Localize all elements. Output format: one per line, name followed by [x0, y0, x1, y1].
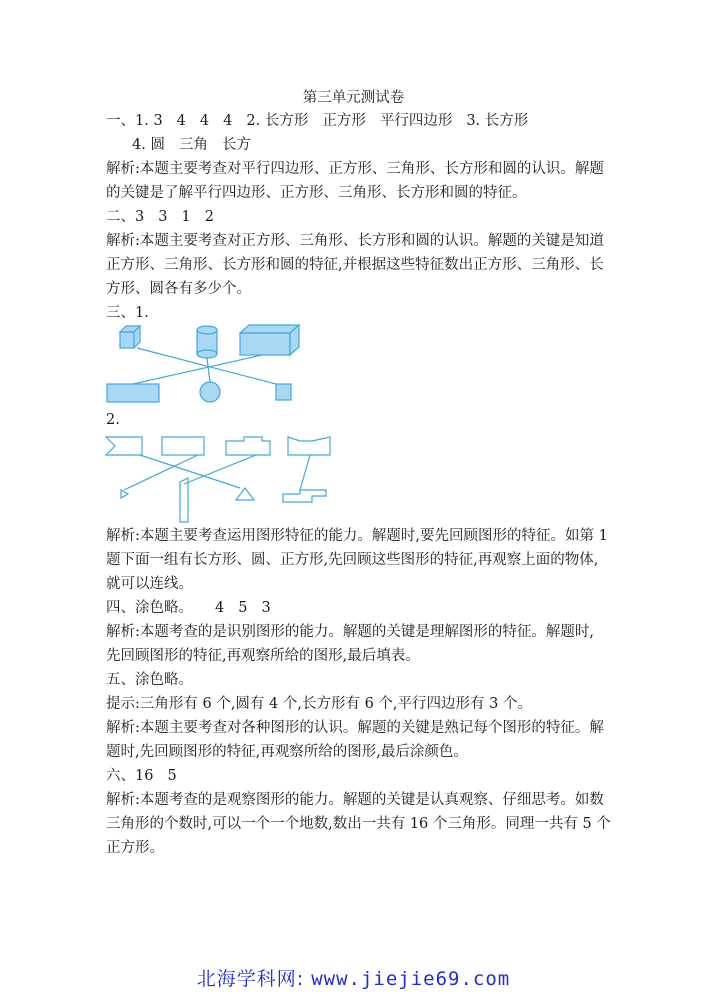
section3-analysis-line1: 解析:本题主要考查运用图形特征的能力。解题时,要先回顾图形的特征。如第 1: [106, 528, 608, 544]
section5-analysis-line2: 题时,先回顾图形的特征,再观察所给的图形,最后涂颜色。: [106, 744, 468, 760]
section5-answer: 五、涂色略。: [106, 672, 193, 688]
match-line-2a: [140, 455, 240, 488]
section3-label2: 2.: [106, 412, 120, 428]
square-shape: [276, 384, 291, 400]
section6-answer: 六、16 5: [106, 768, 177, 784]
notched-rectangle-shape: [106, 437, 142, 455]
match-line-cylinder-circle: [207, 358, 210, 382]
footer-url[interactable]: www.jiejie69.com: [311, 968, 511, 990]
section6-analysis-line3: 正方形。: [106, 840, 164, 856]
section3-label1: 三、1.: [106, 305, 149, 321]
footer-site-name: 北海学科网:: [196, 968, 305, 990]
stepped-shape-2: [283, 490, 326, 502]
small-triangle-shape: [121, 490, 128, 498]
rectangle-shape: [107, 384, 159, 402]
footer-watermark: [0, 964, 707, 991]
section2-analysis-line1: 解析:本题主要考查对正方形、三角形、长方形和圆的认识。解题的关键是知道: [106, 233, 604, 249]
section3-analysis-line3: 就可以连线。: [106, 576, 193, 592]
match-line-cuboid-rectangle: [133, 355, 262, 384]
cube-object: [120, 326, 140, 348]
section2-analysis-line2: 正方形、三角形、长方形和圆的特征,并根据这些特征数出正方形、三角形、长: [106, 257, 604, 273]
tall-parallelogram-shape: [180, 478, 188, 522]
section1-answer-line1: 一、1. 3 4 4 4 2. 长方形 正方形 平行四边形 3. 长方形: [106, 113, 529, 129]
section1-answer-line2: 4. 圆 三角 长方: [132, 137, 251, 153]
section5-analysis-line1: 解析:本题主要考查对各种图形的认识。解题的关键是熟记每个图形的特征。解: [106, 720, 604, 736]
cuboid-object: [240, 325, 299, 355]
section4-analysis-line1: 解析:本题考查的是识别图形的能力。解题的关键是理解图形的特征。解题时,: [106, 624, 594, 640]
page-title: 第三单元测试卷: [302, 90, 405, 106]
match-line-2c: [184, 455, 256, 484]
circle-shape: [200, 382, 220, 402]
section6-analysis-line2: 三角形的个数时,可以一个一个地数,数出一共有 16 个三角形。同理一共有 5 个: [106, 816, 611, 832]
section4-analysis-line2: 先回顾图形的特征,再观察所给的图形,最后填表。: [106, 648, 420, 664]
section3-analysis-line2: 题下面一组有长方形、圆、正方形,先回顾这些图形的特征,再观察上面的物体,: [106, 552, 599, 568]
section2-analysis-line3: 方形、圆各有多少个。: [106, 281, 251, 297]
section4-answer: 四、涂色略。 4 5 3: [106, 600, 271, 616]
section2-answer: 二、3 3 1 2: [106, 209, 214, 225]
cutout-rectangle-shape: [288, 437, 330, 455]
section1-analysis-line2: 的关键是了解平行四边形、正方形、三角形、长方形和圆的特征。: [106, 185, 527, 201]
section1-analysis-line1: 解析:本题主要考查对平行四边形、正方形、三角形、长方形和圆的认识。解题: [106, 161, 604, 177]
stepped-shape: [226, 437, 270, 455]
section5-hint: 提示:三角形有 6 个,圆有 4 个,长方形有 6 个,平行四边形有 3 个。: [106, 696, 532, 712]
section6-analysis-line1: 解析:本题考查的是观察图形的能力。解题的关键是认真观察、仔细思考。如数: [106, 792, 604, 808]
match-line-2d: [300, 455, 310, 490]
triangle-shape: [236, 488, 254, 500]
rectangle-shape-2: [162, 437, 204, 455]
cylinder-object: [197, 326, 217, 358]
